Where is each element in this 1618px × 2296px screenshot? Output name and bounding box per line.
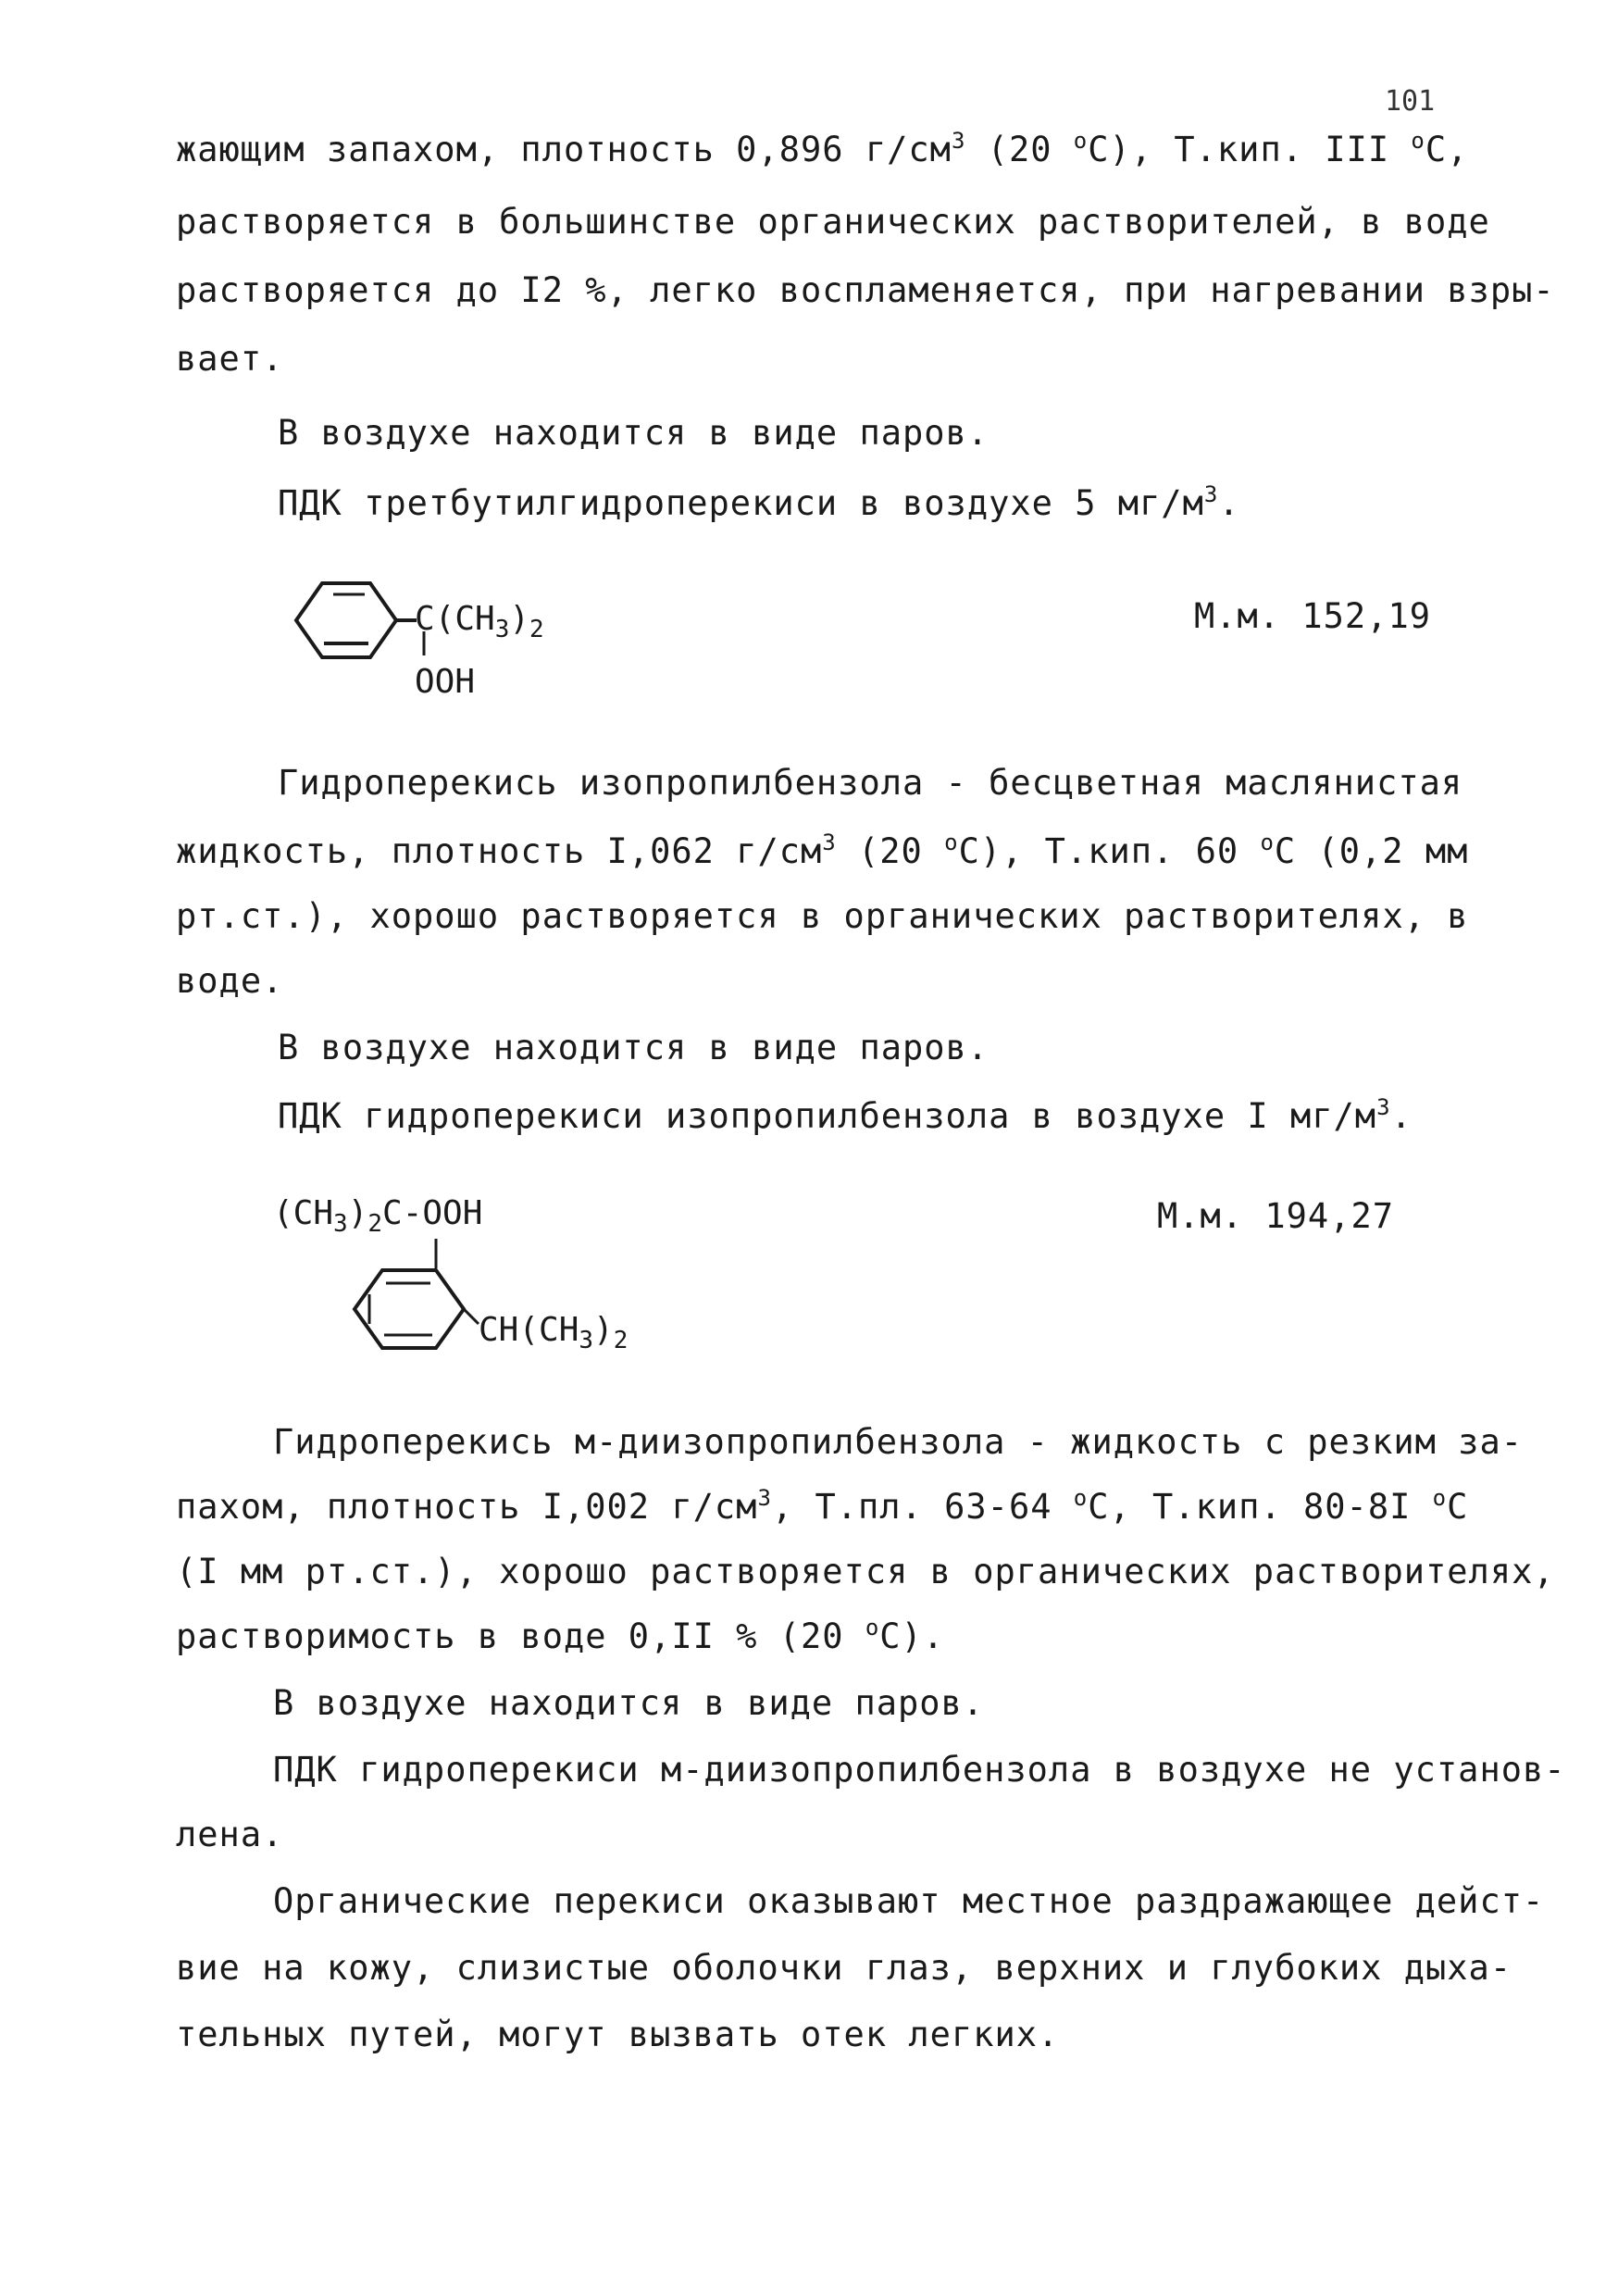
text-line: Гидроперекись изопропилбензола - бесцветная маслянистая [278, 763, 1463, 803]
text-line: тельных путей, могут вызвать отек легких. [176, 2015, 1060, 2054]
text-line: вие на кожу, слизистые оболочки глаз, верхних и глубоких дыха- [176, 1948, 1512, 1988]
text-line: растворяется до I2 %, легко воспламеняется, при нагревании взры- [176, 270, 1555, 310]
pdk-line: ПДК гидроперекиси изопропилбензола в воздухе I $мг/м^3$. [278, 1094, 1413, 1136]
text-line: растворяется в большинстве органических растворителей, в воде [176, 202, 1490, 242]
structural-formula-2 [273, 1194, 680, 1407]
text-line: пахом, плотность I,002 $г/см^3$, Т.пл. 63-64 $^о$С, Т.кип. 80-8I $^о$С [176, 1485, 1469, 1527]
text-line: жающим запахом, плотность 0,896 $г/см^3$ (20 $^о$С), Т.кип. III $^о$С, [176, 128, 1469, 169]
benzene-ring-diagram [273, 1194, 680, 1407]
formula-side-chain: $CH(CH_3)_2$ [479, 1311, 629, 1355]
air-state-line: В воздухе находится в виде паров. [273, 1683, 985, 1723]
text-line: лена. [176, 1815, 284, 1854]
pdk-line: ПДК гидроперекиси м-диизопропилбензола в воздухе не установ- [273, 1750, 1566, 1790]
text-line: воде. [176, 961, 284, 1001]
text-line: (I мм рт.ст.), хорошо растворяется в органических растворителях, [176, 1552, 1555, 1591]
air-state-line: В воздухе находится в виде паров. [278, 1028, 989, 1067]
air-state-line: В воздухе находится в виде паров. [278, 413, 989, 453]
text-line: растворимость в воде 0,II % (20 $^о$С). [176, 1615, 945, 1656]
text-line: жидкость, плотность I,062 $г/см^3$ (20 $^о$С), Т.кип. 60 $^о$С (0,2 мм [176, 830, 1469, 871]
text-line: рт.ст.), хорошо растворяется в органических растворителях, в [176, 896, 1469, 936]
formula-top: $(CH_3)_2C$-OOH [273, 1194, 483, 1239]
molecular-weight: М.м. 152,19 [1194, 596, 1432, 636]
molecular-weight: М.м. 194,27 [1157, 1196, 1395, 1236]
page-number: 101 [1385, 85, 1436, 118]
formula-ooh: OOH [415, 663, 476, 701]
text-line: вает. [176, 339, 284, 379]
pdk-line: ПДК третбутилгидроперекиси в воздухе 5 $мг/м^3$. [278, 481, 1240, 523]
text-line: Гидроперекись м-диизопропилбензола - жидкость с резким за- [273, 1422, 1524, 1462]
formula-group: $C(CH_3)_2$ [415, 600, 544, 644]
text-line: Органические перекиси оказывают местное раздражающее дейст- [273, 1881, 1545, 1921]
structural-formula-1 [287, 574, 583, 713]
